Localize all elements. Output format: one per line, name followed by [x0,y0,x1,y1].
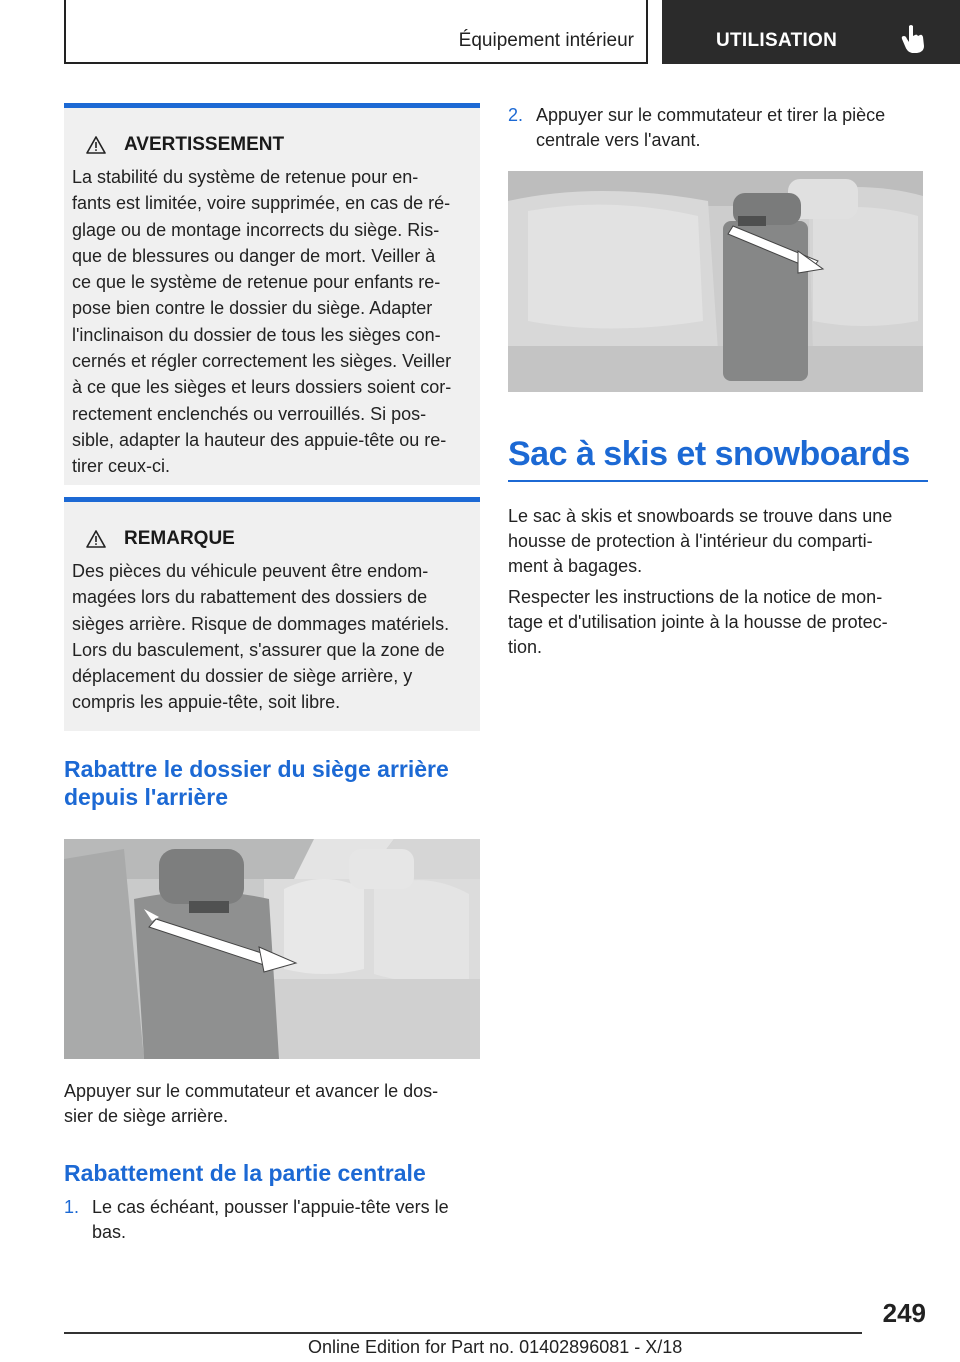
hand-pointer-icon [900,24,926,54]
warning-line: tirer ceux-ci. [72,456,171,477]
paragraph-line: tion. [508,637,543,657]
step-item [508,103,928,153]
section-heading-ski-bag-wrapper [508,434,928,482]
note-title-text: REMARQUE [124,528,235,549]
warning-line: rectement enclenchés ou verrouillés. Si pos- [72,403,427,424]
step-line: centrale vers l'avant. [536,130,701,150]
warning-line: fants est limitée, voire supprimée, en cas de ré- [72,193,451,214]
step-line: Le cas échéant, pousser l'appuie-tête vers le [92,1197,449,1217]
warning-text [72,164,472,480]
note-line: déplacement du dossier de siège arrière, y [72,666,413,687]
rear-seat-photo-backrest [64,839,480,1059]
warning-title [72,134,472,156]
paragraph-ski-bag-instructions [508,585,928,660]
footer-divider [64,1332,862,1334]
right-column [508,103,928,660]
left-column [64,103,480,1245]
step-text [92,1195,449,1245]
header-section-tab [64,0,648,64]
step-number: 1. [64,1197,80,1217]
warning-line: ce que le système de retenue pour enfants re- [72,272,441,293]
warning-line: La stabilité du système de retenue pour en- [72,167,419,187]
warning-triangle-icon [86,136,106,154]
warning-line: l'inclinaison du dossier de tous les sièges con- [72,324,441,345]
warning-line: cernés et régler correctement les sièges. Veiller [72,351,452,372]
warning-line: sible, adapter la hauteur des appuie-tête ou re- [72,429,447,450]
note-line: Lors du basculement, s'assurer que la zone de [72,639,445,660]
paragraph-line: Le sac à skis et snowboards se trouve dans une [508,506,893,526]
warning-box [64,103,480,485]
note-box [64,497,480,731]
warning-line: pose bien contre le dossier du siège. Adapter [72,298,433,319]
step-line: Appuyer sur le commutateur et tirer la pièce [536,105,886,125]
step-line: bas. [92,1222,127,1242]
header-chapter-title: UTILISATION [716,30,838,51]
section-heading-center-fold: Rabattement de la partie centrale [64,1160,426,1186]
paragraph-line: housse de protection à l'intérieur du comparti- [508,531,873,551]
note-line: magées lors du rabattement des dossiers de [72,587,428,608]
step-text [536,103,885,153]
paragraph-line: ment à bagages. [508,556,643,576]
caption-line: sier de siège arrière. [64,1106,229,1126]
header-chapter-tab [662,0,960,64]
step-item [64,1195,480,1245]
note-line: Des pièces du véhicule peuvent être endom- [72,561,429,581]
section-heading-ski-bag: Sac à skis et snowboards [508,434,928,482]
section-heading-fold-backrest [64,755,480,811]
page-number: 249 [882,1298,926,1328]
warning-line: que de blessures ou danger de mort. Veiller à [72,245,436,266]
warning-line: à ce que les sièges et leurs dossiers soient cor- [72,377,452,398]
caption-fold-backrest [64,1079,480,1129]
paragraph-ski-bag-location [508,504,928,579]
rear-seat-photo-center [508,171,923,392]
paragraph-line: Respecter les instructions de la notice de mon- [508,587,883,607]
footer-edition: Online Edition for Part no. 01402896081 - X/18 [308,1337,683,1357]
note-line: compris les appuie-tête, soit libre. [72,692,341,713]
caption-line: Appuyer sur le commutateur et avancer le dos- [64,1081,439,1101]
heading-line: depuis l'arrière [64,784,228,810]
note-text [72,558,472,716]
paragraph-line: tage et d'utilisation jointe à la housse de protec- [508,612,888,632]
note-title [72,528,472,550]
warning-title-text: AVERTISSEMENT [124,134,285,155]
step-number: 2. [508,105,524,125]
warning-line: glage ou de montage incorrects du siège. Ris- [72,219,440,240]
warning-triangle-icon [86,530,106,548]
heading-line: Rabattre le dossier du siège arrière [64,756,449,782]
note-line: sièges arrière. Risque de dommages matériels. [72,613,450,634]
header-section-title: Équipement intérieur [458,30,634,51]
